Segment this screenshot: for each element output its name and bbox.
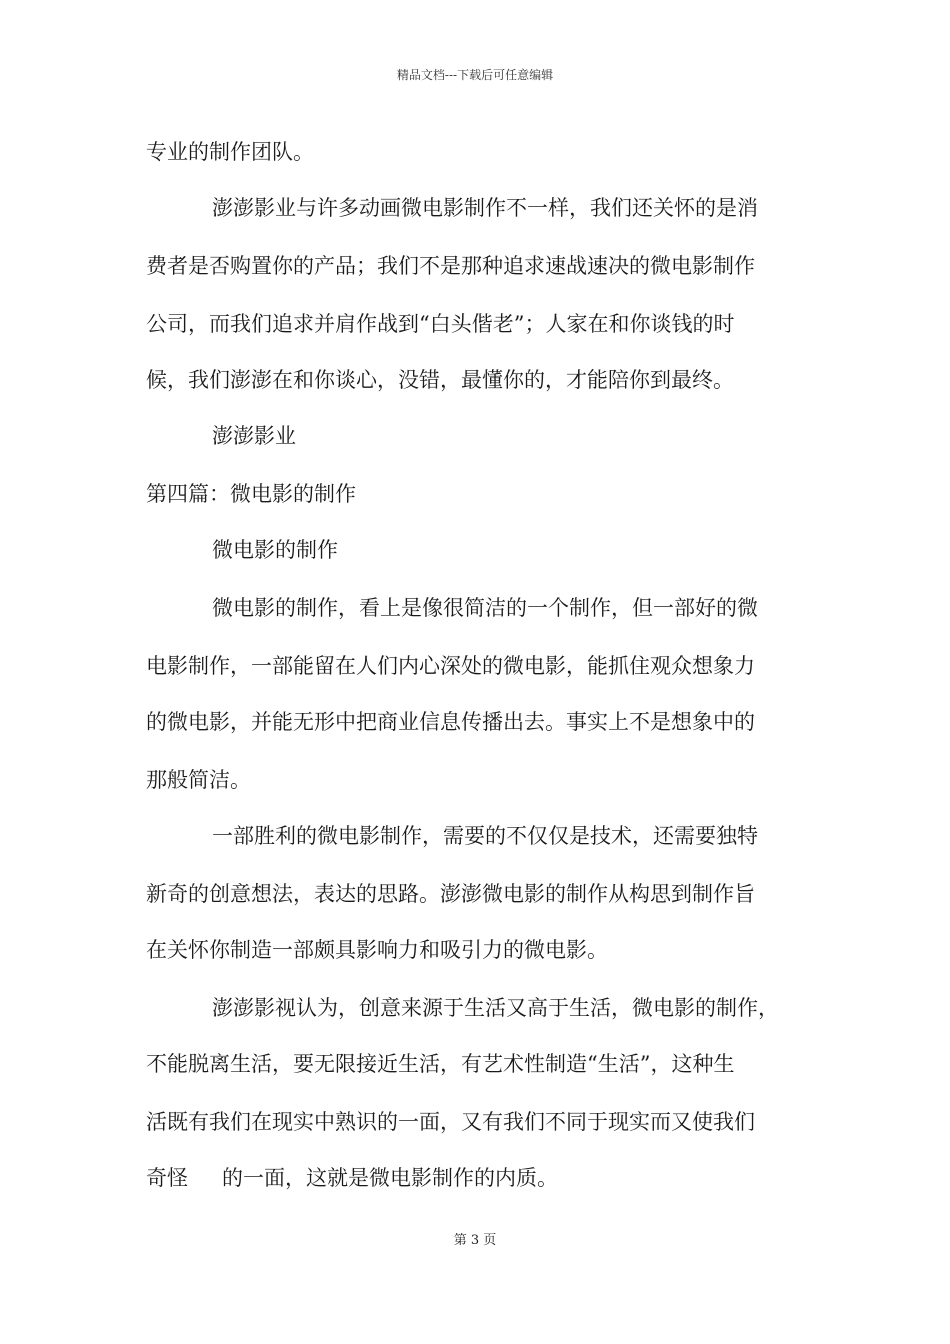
page-header: 精品文档---下载后可任意编辑 xyxy=(396,68,554,82)
body-line: 的微电影，并能无形中把商业信息传播出去。事实上不是想象中的 xyxy=(146,710,755,734)
body-line: 活既有我们在现实中熟识的一面，又有我们不同于现实而又使我们 xyxy=(146,1110,755,1134)
body-line-start: 奇怪 xyxy=(146,1166,188,1190)
body-line-last xyxy=(146,1168,558,1189)
body-line: 一部胜利的微电影制作，需要的不仅仅是技术，还需要独特 xyxy=(212,824,758,848)
body-line: 专业的制作团队。 xyxy=(146,140,314,164)
body-line: 澎澎影视认为，创意来源于生活又高于生活，微电影的制作， xyxy=(212,996,779,1020)
body-line: 澎澎影业 xyxy=(212,424,296,448)
body-line: 公司，而我们追求并肩作战到“白头偕老”；人家在和你谈钱的时 xyxy=(146,312,735,336)
body-line: 澎澎影业与许多动画微电影制作不一样，我们还关怀的是消 xyxy=(212,196,758,220)
body-line: 新奇的创意想法，表达的思路。澎澎微电影的制作从构思到制作旨 xyxy=(146,882,755,906)
body-line: 费者是否购置你的产品；我们不是那种追求速战速决的微电影制作 xyxy=(146,254,755,278)
section-heading: 第四篇：微电影的制作 xyxy=(146,482,356,506)
body-line: 电影制作，一部能留在人们内心深处的微电影，能抓住观众想象力 xyxy=(146,654,755,678)
page-number: 第 3 页 xyxy=(453,1233,497,1248)
body-line: 候，我们澎澎在和你谈心，没错，最懂你的，才能陪你到最终。 xyxy=(146,368,734,392)
body-line: 不能脱离生活，要无限接近生活，有艺术性制造“生活”，这种生 xyxy=(146,1052,735,1076)
body-line: 微电影的制作，看上是像很简洁的一个制作，但一部好的微 xyxy=(212,596,758,620)
sub-heading: 微电影的制作 xyxy=(212,538,338,562)
body-line: 在关怀你制造一部颇具影响力和吸引力的微电影。 xyxy=(146,938,608,962)
body-line: 那般简洁。 xyxy=(146,768,251,792)
body-line-end: 的一面，这就是微电影制作的内质。 xyxy=(222,1166,558,1190)
